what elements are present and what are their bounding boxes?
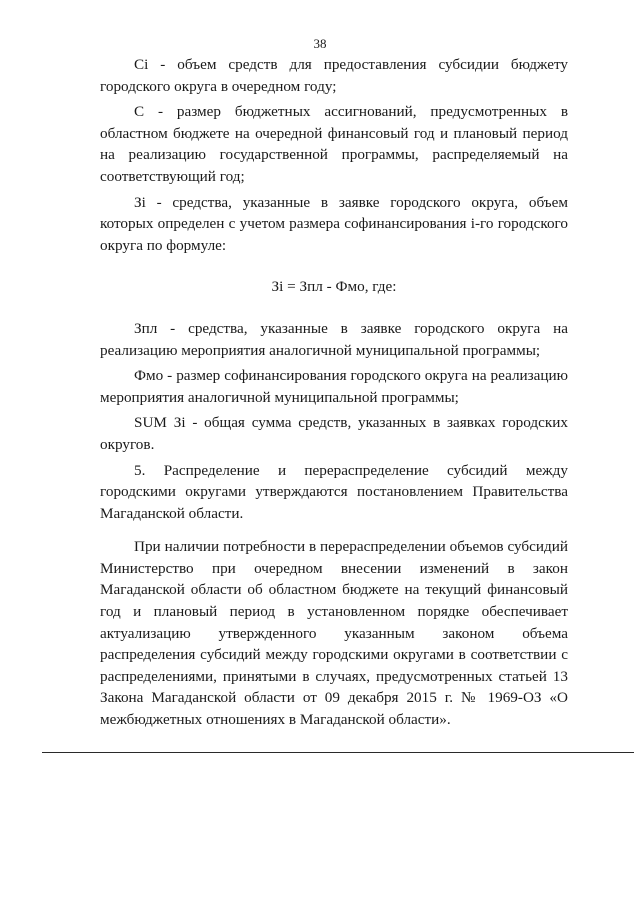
paragraph-fmo-definition: Фмо - размер софинансирования городского округа на реализацию мероприятия аналогичной муниципальной программы;	[100, 367, 568, 406]
paragraph-section-5: 5. Распределение и перераспределение субсидий между городскими округами утверждаются постановлением Правительства Магаданской области.	[100, 461, 568, 522]
paragraph-ci-definition: Ci - объем средств для предоставления субсидии бюджету городского округа в очередном году;	[100, 56, 568, 95]
paragraph-c-definition: С - размер бюджетных ассигнований, предусмотренных в областном бюджете на очередной финансовый год и плановый период на реализацию государственной программы, распределяемый на соответствующий год;	[100, 103, 568, 185]
paragraph-redistribution: При наличии потребности в перераспределении объемов субсидий Министерство при очередном внесении изменений в закон Магаданской области об областном бюджете на текущий финансовый год и плановый период в установленном порядке обеспечивает актуализацию утвержденного указанным законом объема распределения субсидий между городскими округами в соответствии с распределениями, принятыми в случаях, предусмотренных статьей 13 Закона Магаданской области от 09 декабря 2015 г. № 1969-ОЗ «О межбюджетных отношениях в Магаданской области».	[100, 538, 568, 729]
paragraph-zi-definition: Зi - средства, указанные в заявке городского округа, объем которых определен с учетом размера софинансирования i-го городского округа по формуле:	[100, 193, 568, 254]
paragraph-zpl-definition: Зпл - средства, указанные в заявке городского округа на реализацию мероприятия аналогичной муниципальной программы;	[100, 319, 568, 359]
footer-divider	[42, 752, 634, 753]
paragraph-sum-definition: SUM Зi - общая сумма средств, указанных в заявках городских округов.	[100, 414, 568, 453]
page-number: 38	[313, 36, 327, 51]
formula: Зi = Зпл - Фмо, где:	[271, 278, 397, 296]
document-body	[100, 54, 568, 731]
